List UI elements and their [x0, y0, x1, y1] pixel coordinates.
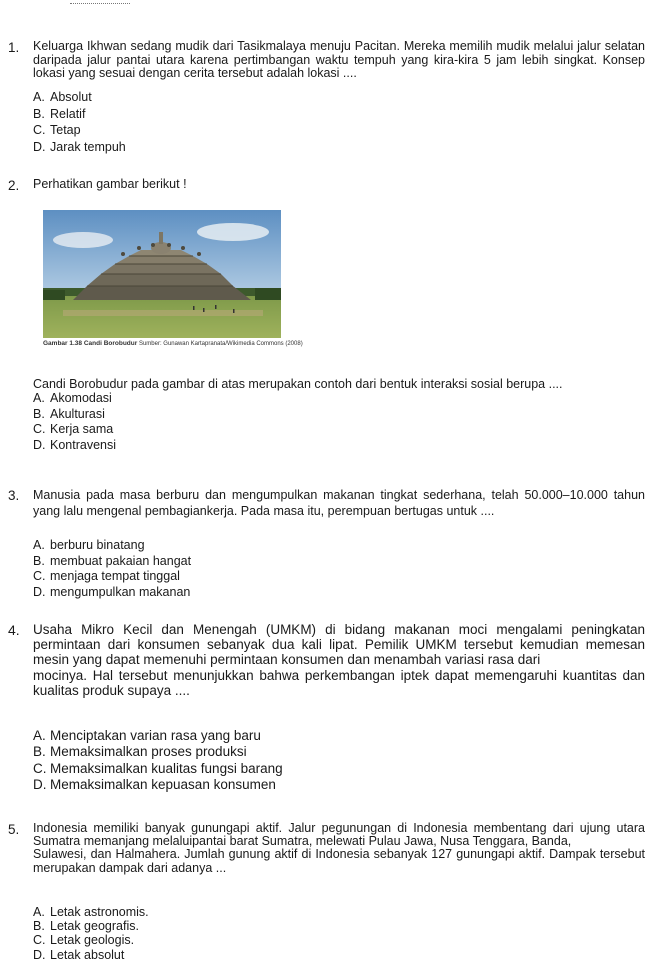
- option-a[interactable]: A. Akomodasi: [33, 391, 112, 405]
- option-a[interactable]: A. Absolut: [33, 90, 92, 104]
- option-c[interactable]: C. Memaksimalkan kualitas fungsi barang: [33, 760, 283, 776]
- option-d[interactable]: D. Jarak tempuh: [33, 139, 126, 154]
- option-a[interactable]: A. berburu binatang: [33, 538, 145, 552]
- option-c[interactable]: C. Kerja sama: [33, 422, 114, 437]
- question-number: 2.: [8, 178, 20, 193]
- question-stem: [33, 178, 645, 192]
- question-stem: [33, 488, 645, 519]
- top-dotted-mark: [70, 0, 130, 4]
- stem-paragraph: Perhatikan gambar berikut !: [33, 177, 187, 191]
- stem-paragraph: Indonesia memiliki banyak gunungapi aktif. Jalur pegunungan di Indonesia membentang dari ujung utara Sumatra memanjang melaluipantai barat Sumatra, melewati Pulau Jawa, Nusa Tenggara, Banda,: [33, 821, 645, 849]
- option-c[interactable]: C. Letak geologis.: [33, 933, 135, 948]
- options-list: [33, 728, 283, 794]
- stem-paragraph: Sulawesi, dan Halmahera. Jumlah gunung aktif di Indonesia sebanyak 127 gunungapi aktif. Dampak tersebut merupakan dampak dari adanya ...: [33, 847, 645, 875]
- borobudur-photo: [43, 210, 281, 338]
- option-a[interactable]: A. Letak astronomis.: [33, 905, 149, 919]
- options-list: [33, 89, 126, 155]
- stem-paragraph: mocinya. Hal tersebut menunjukkan bahwa perkembangan iptek dapat memengaruhi kuantitas dan kualitas produk supaya ....: [33, 667, 645, 698]
- option-a[interactable]: A. Menciptakan varian rasa yang baru: [33, 728, 261, 743]
- option-b[interactable]: B. membuat pakaian hangat: [33, 553, 192, 568]
- options-list: [33, 538, 191, 600]
- question-stem: [33, 622, 645, 698]
- question-number: 4.: [8, 622, 20, 638]
- question-text: [33, 378, 645, 392]
- option-c[interactable]: C. Tetap: [33, 123, 81, 138]
- question-stem: [33, 40, 645, 81]
- question-number: 3.: [8, 488, 20, 503]
- stem-paragraph: Keluarga Ikhwan sedang mudik dari Tasikmalaya menuju Pacitan. Mereka memilih mudik melalui jalur selatan daripada jalur pantai utara karena pertimbangan waktu tempuh yang kira-kira 5 jam lebih singkat. Konsep lokasi yang sesuai dengan cerita tersebut adalah lokasi ....: [33, 39, 645, 81]
- option-d[interactable]: D. Kontravensi: [33, 437, 117, 452]
- option-d[interactable]: D. Memaksimalkan kepuasan konsumen: [33, 777, 276, 793]
- option-b[interactable]: B. Letak geografis.: [33, 919, 139, 934]
- question-number: 1.: [8, 40, 20, 55]
- option-d[interactable]: D. mengumpulkan makanan: [33, 584, 191, 599]
- option-d[interactable]: D. Letak absolut: [33, 947, 125, 962]
- option-b[interactable]: B. Memaksimalkan proses produksi: [33, 744, 247, 760]
- figure-caption: Gambar 1.38 Candi Borobudur Sumber: Gunawan Kartapranata/Wikimedia Commons (2008): [43, 340, 303, 347]
- question-number: 5.: [8, 822, 20, 837]
- stem-paragraph: Candi Borobudur pada gambar di atas merupakan contoh dari bentuk interaksi sosial berupa ....: [33, 377, 563, 391]
- question-stem: [33, 822, 645, 875]
- stem-paragraph: Manusia pada masa berburu dan mengumpulkan makanan tingkat sederhana, telah 50.000–10.000 tahun yang lalu mengenal pembagiankerja. Pada masa itu, perempuan bertugas untuk ....: [33, 488, 645, 518]
- option-b[interactable]: B. Relatif: [33, 106, 86, 121]
- option-b[interactable]: B. Akulturasi: [33, 406, 105, 421]
- options-list: [33, 905, 149, 962]
- option-c[interactable]: C. menjaga tempat tinggal: [33, 569, 180, 584]
- options-list: [33, 391, 116, 453]
- stem-paragraph: Usaha Mikro Kecil dan Menengah (UMKM) di bidang makanan moci mengalami peningkatan permintaan dari konsumen sebanyak dua kali lipat. Pemilik UMKM tersebut kemudian memesan mesin yang dapat memenuhi permintaan konsumen dan menambah variasi rasa dari: [33, 622, 645, 668]
